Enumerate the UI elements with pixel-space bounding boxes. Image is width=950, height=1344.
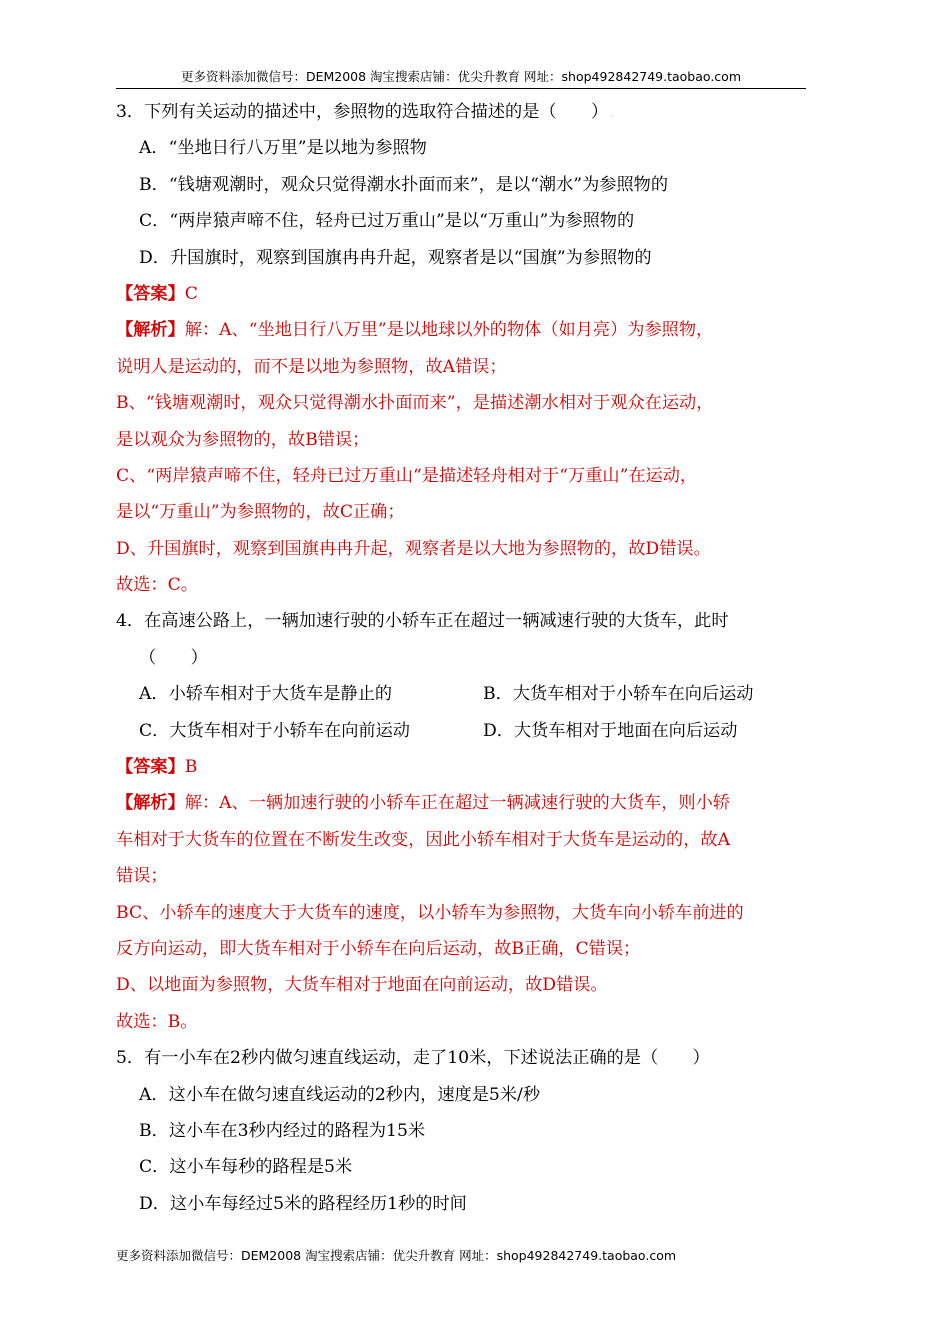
document-body	[116, 94, 811, 1222]
q3-stem: 3．下列有关运动的描述中，参照物的选取符合描述的是（ ） .	[116, 102, 614, 122]
q4-conclusion: 故选：B。	[116, 1011, 198, 1032]
q3-option-a: A．“坐地日行八万里”是以地为参照物	[139, 138, 427, 159]
q3-option-c: C．“两岸猿声啼不住，轻舟已过万重山”是以“万重山”为参照物的	[139, 211, 635, 232]
q3-analysis-line: C、“两岸猿声啼不住，轻舟已过万重山“是描述轻舟相对于“万重山”在运动，	[116, 465, 698, 486]
q4-stem: 4．在高速公路上，一辆加速行驶的小轿车正在超过一辆减速行驶的大货车，此时	[116, 611, 729, 632]
q5-option-c: C．这小车每秒的路程是5米	[139, 1157, 353, 1178]
q4-option-c: C．大货车相对于小轿车在向前运动	[139, 720, 410, 741]
q5-option-a: A．这小车在做匀速直线运动的2秒内，速度是5米/秒	[139, 1084, 541, 1105]
q3-analysis-line: D、升国旗时，观察到国旗冉冉升起，观察者是以大地为参照物的，故D错误。	[116, 538, 711, 559]
q3-analysis-line: 是以“万重山”为参照物的，故C正确；	[116, 502, 405, 523]
page-footer: 更多资料添加微信号：DEM2008 淘宝搜索店铺：优尖升教育 网址：shop492842749.taobao.com	[116, 1248, 677, 1263]
q4-analysis-line: BC、小轿车的速度大于大货车的速度，以小轿车为参照物，大货车向小轿车前进的	[116, 902, 744, 923]
q3-option-b: B．“钱塘观潮时，观众只觉得潮水扑面而来”，是以“潮水”为参照物的	[139, 174, 669, 195]
q4-options-row-1	[116, 676, 811, 712]
q4-analysis-line: D、以地面为参照物，大货车相对于地面在向前运动，故D错误。	[116, 975, 608, 996]
q4-analysis-line: 反方向运动，即大货车相对于小轿车在向后运动，故B正确，C错误；	[116, 938, 641, 959]
q4-stem-bracket: （ ）	[139, 647, 208, 668]
page-header: 更多资料添加微信号：DEM2008 淘宝搜索店铺：优尖升教育 网址：shop492842749.taobao.com	[116, 66, 806, 89]
q3-analysis-line: 是以观众为参照物的，故B错误；	[116, 429, 370, 450]
q4-answer: 【答案】B	[116, 757, 198, 778]
q4-analysis-line: 【解析】解：A、一辆加速行驶的小轿车正在超过一辆减速行驶的大货车，则小轿	[116, 793, 730, 814]
q3-conclusion: 故选：C。	[116, 575, 198, 596]
q3-option-d: D．升国旗时，观察到国旗冉冉升起，观察者是以“国旗”为参照物的	[139, 247, 652, 268]
q3-analysis-line: 【解析】解：A、“坐地日行八万里”是以地球以外的物体（如月亮）为参照物，	[116, 320, 714, 341]
q5-option-d: D．这小车每经过5米的路程经历1秒的时间	[139, 1193, 467, 1214]
q4-analysis-line: 车相对于大货车的位置在不断发生改变，因此小轿车相对于大货车是运动的，故A	[116, 829, 730, 850]
q3-answer: 【答案】C	[116, 283, 198, 304]
q5-stem: 5．有一小车在2秒内做匀速直线运动，走了10米，下述说法正确的是（ ）	[116, 1048, 710, 1069]
q4-option-a: A．小轿车相对于大货车是静止的	[139, 684, 393, 705]
q4-analysis-line: 错误；	[116, 866, 168, 887]
q3-analysis-line: B、“钱塘观潮时，观众只觉得潮水扑面而来”，是描述潮水相对于观众在运动，	[116, 393, 714, 414]
q5-option-b: B．这小车在3秒内经过的路程为15米	[139, 1120, 426, 1141]
q4-options-row-2	[116, 713, 811, 749]
q4-option-d: D．大货车相对于地面在向后运动	[483, 720, 738, 741]
q3-analysis-line: 说明人是运动的，而不是以地为参照物，故A错误；	[116, 356, 507, 377]
q4-option-b: B．大货车相对于小轿车在向后运动	[483, 684, 754, 705]
